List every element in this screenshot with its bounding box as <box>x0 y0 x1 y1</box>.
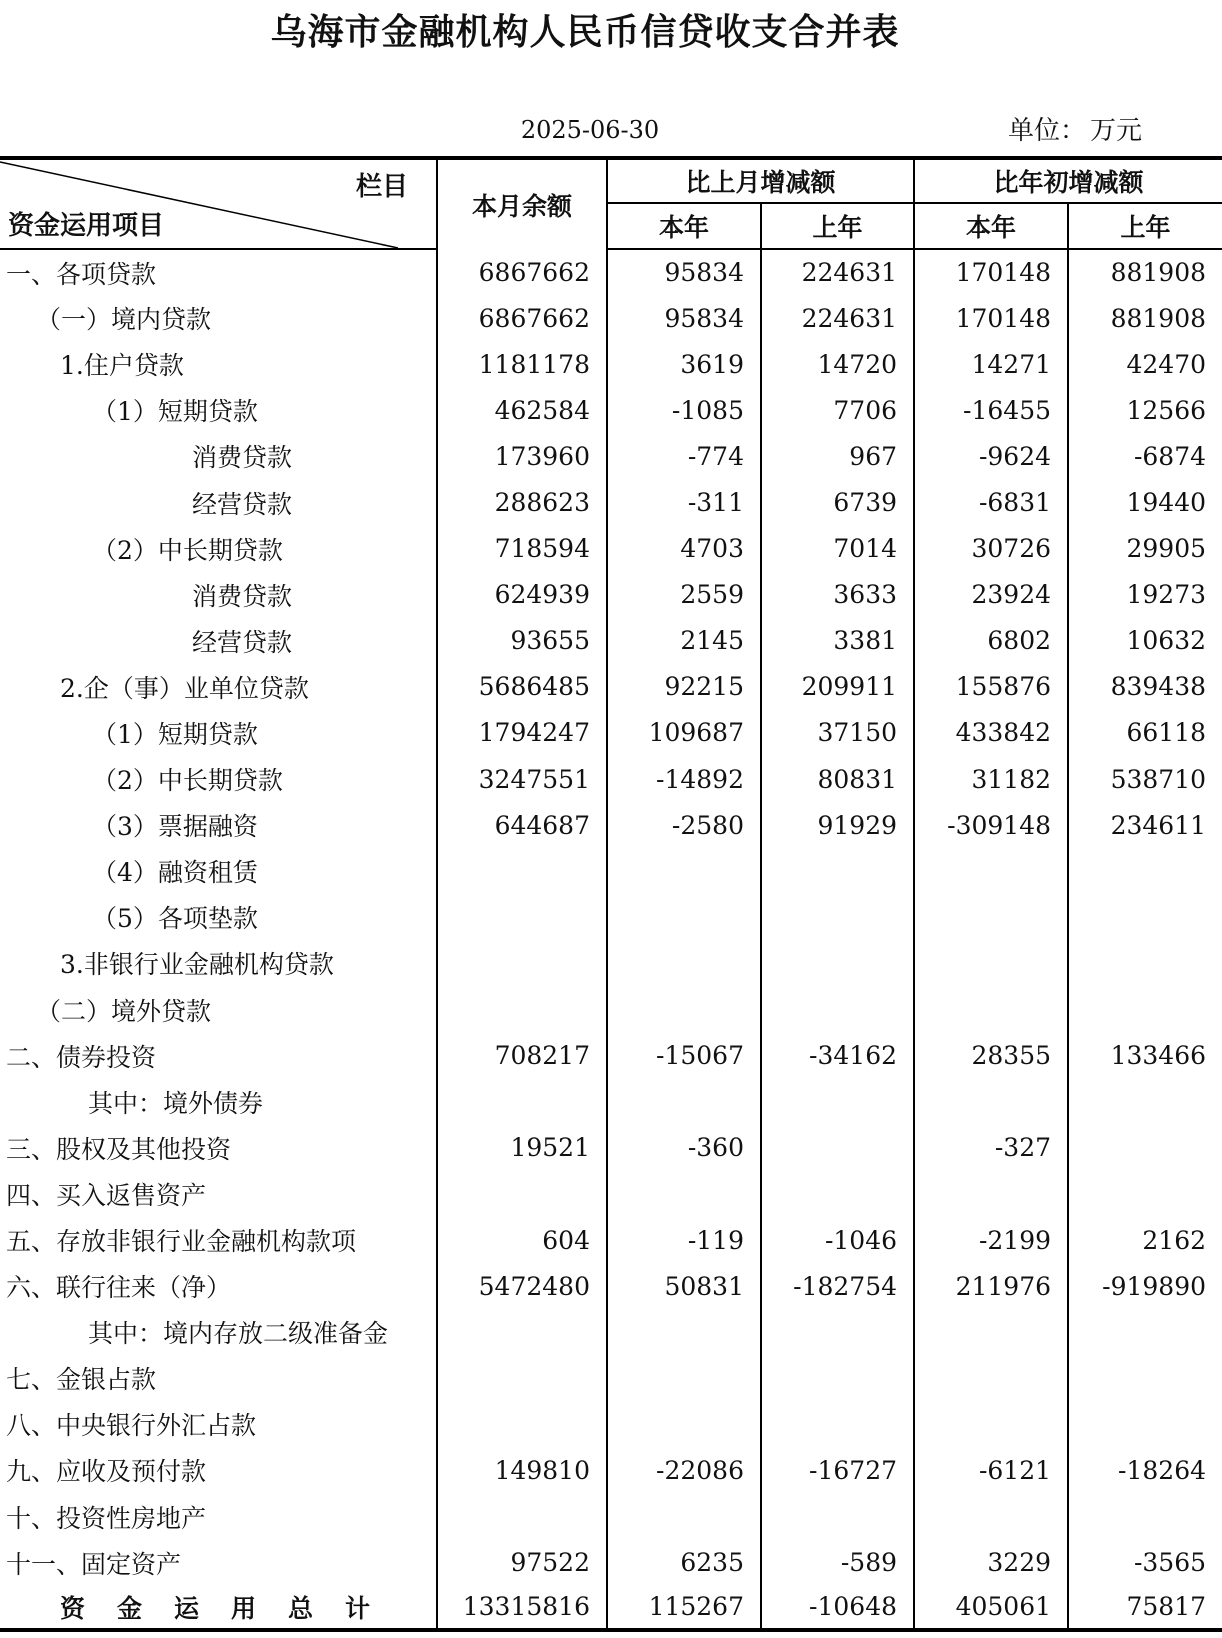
cell-m-last: -589 <box>761 1540 914 1586</box>
cell-y-last <box>1068 1494 1222 1540</box>
cell-y-last: 19273 <box>1068 572 1222 618</box>
cell-balance <box>437 987 607 1033</box>
cell-m-last: 3633 <box>761 572 914 618</box>
unit-label: 单位： <box>1008 116 1087 146</box>
cell-y-this: 170148 <box>914 295 1068 341</box>
table-row <box>0 894 1222 940</box>
cell-m-this: -119 <box>607 1217 761 1263</box>
header-vs-year-start: 比年初增减额 <box>914 158 1222 203</box>
row-label: 六、联行往来（净） <box>6 1273 232 1303</box>
cell-y-last: 29905 <box>1068 526 1222 572</box>
table-row <box>0 987 1222 1033</box>
table-row <box>0 341 1222 387</box>
table-row <box>0 1401 1222 1447</box>
cell-y-last <box>1068 894 1222 940</box>
table-row <box>0 1355 1222 1401</box>
cell-y-this: 31182 <box>914 756 1068 802</box>
cell-y-this <box>914 848 1068 894</box>
cell-y-this: -16455 <box>914 387 1068 433</box>
header-month-last-year: 上年 <box>761 203 914 249</box>
cell-balance: 6867662 <box>437 295 607 341</box>
row-label: 九、应收及预付款 <box>6 1457 207 1487</box>
cell-y-this <box>914 1355 1068 1401</box>
cell-balance: 604 <box>437 1217 607 1263</box>
cell-m-last <box>761 940 914 986</box>
cell-y-last: 2162 <box>1068 1217 1222 1263</box>
cell-balance: 5686485 <box>437 664 607 710</box>
cell-balance <box>437 894 607 940</box>
table-row <box>0 664 1222 710</box>
cell-m-last <box>761 987 914 1033</box>
cell-m-this: -2580 <box>607 802 761 848</box>
table-row <box>0 387 1222 433</box>
cell-y-last: 75817 <box>1068 1586 1222 1630</box>
cell-y-last: 12566 <box>1068 387 1222 433</box>
table-row <box>0 848 1222 894</box>
total-row <box>0 1586 1222 1630</box>
row-label: 经营贷款 <box>192 627 293 657</box>
cell-y-this <box>914 1079 1068 1125</box>
cell-y-last: 881908 <box>1068 249 1222 295</box>
row-label: 十、投资性房地产 <box>6 1503 207 1533</box>
cell-m-this <box>607 894 761 940</box>
row-label: 消费贷款 <box>192 443 293 473</box>
cell-y-this <box>914 1309 1068 1355</box>
cell-m-last: 967 <box>761 433 914 479</box>
row-label: 其中：境外债券 <box>88 1088 264 1118</box>
cell-m-last: 224631 <box>761 295 914 341</box>
cell-balance <box>437 1309 607 1355</box>
row-label: 八、中央银行外汇占款 <box>6 1411 257 1441</box>
table-row <box>0 1263 1222 1309</box>
cell-y-last <box>1068 940 1222 986</box>
table-row <box>0 479 1222 525</box>
cell-m-this <box>607 1494 761 1540</box>
header-row-label: 资金运用项目 <box>8 211 165 241</box>
cell-m-last: 80831 <box>761 756 914 802</box>
cell-m-this: 109687 <box>607 710 761 756</box>
cell-y-last <box>1068 848 1222 894</box>
cell-m-this: 95834 <box>607 249 761 295</box>
cell-balance <box>437 1401 607 1447</box>
cell-m-this: -15067 <box>607 1033 761 1079</box>
cell-y-this: 30726 <box>914 526 1068 572</box>
table-row <box>0 1494 1222 1540</box>
row-label: 二、债券投资 <box>6 1042 157 1072</box>
cell-m-last: 7706 <box>761 387 914 433</box>
table-row <box>0 526 1222 572</box>
report-date: 2025-06-30 <box>520 116 660 144</box>
table-row <box>0 1447 1222 1493</box>
cell-y-last <box>1068 987 1222 1033</box>
cell-y-this: 170148 <box>914 249 1068 295</box>
cell-balance: 6867662 <box>437 249 607 295</box>
cell-y-last: 133466 <box>1068 1033 1222 1079</box>
cell-y-last: 234611 <box>1068 802 1222 848</box>
header-balance: 本月余额 <box>437 158 607 249</box>
cell-y-last: -6874 <box>1068 433 1222 479</box>
cell-m-last <box>761 1401 914 1447</box>
cell-y-this: 14271 <box>914 341 1068 387</box>
row-label: （1）短期贷款 <box>92 397 258 427</box>
cell-m-last <box>761 1079 914 1125</box>
cell-y-last <box>1068 1079 1222 1125</box>
table-row <box>0 710 1222 756</box>
table-body <box>0 249 1222 1630</box>
cell-y-this: -6121 <box>914 1447 1068 1493</box>
cell-m-last <box>761 1355 914 1401</box>
cell-balance: 19521 <box>437 1125 607 1171</box>
cell-m-last <box>761 1309 914 1355</box>
cell-m-this: 2145 <box>607 618 761 664</box>
total-label-text: 资金运用总计 <box>60 1593 403 1623</box>
cell-y-last: 538710 <box>1068 756 1222 802</box>
table-row <box>0 940 1222 986</box>
cell-y-this <box>914 1171 1068 1217</box>
cell-y-this: -9624 <box>914 433 1068 479</box>
cell-m-this: 50831 <box>607 1263 761 1309</box>
cell-m-last: 6739 <box>761 479 914 525</box>
cell-m-this: 6235 <box>607 1540 761 1586</box>
row-label: （3）票据融资 <box>92 812 258 842</box>
cell-m-this: 2559 <box>607 572 761 618</box>
cell-m-this: 115267 <box>607 1586 761 1630</box>
cell-m-this: 3619 <box>607 341 761 387</box>
cell-m-this: -360 <box>607 1125 761 1171</box>
cell-y-this <box>914 940 1068 986</box>
cell-y-this: 155876 <box>914 664 1068 710</box>
cell-m-last: 3381 <box>761 618 914 664</box>
header-ytd-this-year: 本年 <box>914 203 1068 249</box>
table-row <box>0 572 1222 618</box>
cell-m-this <box>607 848 761 894</box>
cell-balance <box>437 1355 607 1401</box>
table-row <box>0 618 1222 664</box>
cell-m-this <box>607 940 761 986</box>
cell-m-this <box>607 1355 761 1401</box>
cell-m-last: -16727 <box>761 1447 914 1493</box>
cell-balance: 1181178 <box>437 341 607 387</box>
table-row <box>0 1309 1222 1355</box>
cell-balance <box>437 940 607 986</box>
cell-y-this: 405061 <box>914 1586 1068 1630</box>
cell-balance: 288623 <box>437 479 607 525</box>
cell-balance: 93655 <box>437 618 607 664</box>
header-ytd-last-year: 上年 <box>1068 203 1222 249</box>
table-row <box>0 433 1222 479</box>
cell-y-last <box>1068 1125 1222 1171</box>
unit-value: 万元 <box>1090 116 1143 146</box>
cell-m-this: -14892 <box>607 756 761 802</box>
header-corner <box>0 158 437 249</box>
row-label: 2.企（事）业单位贷款 <box>60 673 309 703</box>
cell-balance: 624939 <box>437 572 607 618</box>
cell-balance: 149810 <box>437 1447 607 1493</box>
cell-m-this <box>607 1079 761 1125</box>
cell-balance: 3247551 <box>437 756 607 802</box>
cell-m-this <box>607 1171 761 1217</box>
cell-m-last <box>761 1171 914 1217</box>
cell-m-this: -311 <box>607 479 761 525</box>
cell-y-this: 23924 <box>914 572 1068 618</box>
cell-m-last: -34162 <box>761 1033 914 1079</box>
cell-balance <box>437 1494 607 1540</box>
header-vs-last-month: 比上月增减额 <box>607 158 914 203</box>
row-label: 十一、固定资产 <box>6 1549 182 1579</box>
row-label: （5）各项垫款 <box>92 904 258 934</box>
row-label: 其中：境内存放二级准备金 <box>88 1319 389 1349</box>
cell-balance: 462584 <box>437 387 607 433</box>
cell-balance <box>437 1171 607 1217</box>
cell-y-this: 211976 <box>914 1263 1068 1309</box>
header-column-label: 栏目 <box>355 172 408 202</box>
cell-y-last: 19440 <box>1068 479 1222 525</box>
cell-balance: 97522 <box>437 1540 607 1586</box>
cell-y-this <box>914 987 1068 1033</box>
cell-m-last <box>761 848 914 894</box>
cell-y-this <box>914 894 1068 940</box>
cell-m-this: 95834 <box>607 295 761 341</box>
cell-y-last: 42470 <box>1068 341 1222 387</box>
cell-y-this: -6831 <box>914 479 1068 525</box>
cell-m-this <box>607 1309 761 1355</box>
row-label: （2）中长期贷款 <box>92 766 283 796</box>
row-label: 3.非银行业金融机构贷款 <box>60 950 334 980</box>
cell-y-this <box>914 1401 1068 1447</box>
row-label: 消费贷款 <box>192 581 293 611</box>
cell-y-last: 839438 <box>1068 664 1222 710</box>
cell-y-this: -309148 <box>914 802 1068 848</box>
row-label: 三、股权及其他投资 <box>6 1134 232 1164</box>
cell-m-last: 7014 <box>761 526 914 572</box>
cell-m-last: -1046 <box>761 1217 914 1263</box>
cell-y-last: 66118 <box>1068 710 1222 756</box>
cell-y-this: 6802 <box>914 618 1068 664</box>
cell-m-last: 224631 <box>761 249 914 295</box>
row-label: 四、买入返售资产 <box>6 1180 207 1210</box>
table-row <box>0 295 1222 341</box>
cell-m-last <box>761 1125 914 1171</box>
cell-m-last <box>761 894 914 940</box>
cell-y-last <box>1068 1171 1222 1217</box>
cell-y-last: 881908 <box>1068 295 1222 341</box>
credit-table <box>0 156 1222 1632</box>
row-label: 1.住户贷款 <box>60 351 184 381</box>
cell-m-last: 14720 <box>761 341 914 387</box>
row-label <box>0 1586 437 1630</box>
table-row <box>0 1171 1222 1217</box>
cell-y-last: -3565 <box>1068 1540 1222 1586</box>
cell-m-last: 209911 <box>761 664 914 710</box>
unit-note <box>1008 110 1142 147</box>
header-month-this-year: 本年 <box>607 203 761 249</box>
table-row <box>0 1125 1222 1171</box>
cell-y-last <box>1068 1355 1222 1401</box>
table-row <box>0 1033 1222 1079</box>
table-row <box>0 802 1222 848</box>
row-label: （2）中长期贷款 <box>92 535 283 565</box>
cell-m-this <box>607 1401 761 1447</box>
cell-m-last: 37150 <box>761 710 914 756</box>
cell-m-this: 4703 <box>607 526 761 572</box>
cell-y-this: -327 <box>914 1125 1068 1171</box>
table-row <box>0 1079 1222 1125</box>
cell-m-last: 91929 <box>761 802 914 848</box>
cell-balance: 1794247 <box>437 710 607 756</box>
cell-balance: 5472480 <box>437 1263 607 1309</box>
cell-y-this: 28355 <box>914 1033 1068 1079</box>
cell-m-this: -1085 <box>607 387 761 433</box>
cell-m-this: -774 <box>607 433 761 479</box>
table-row <box>0 756 1222 802</box>
cell-balance: 708217 <box>437 1033 607 1079</box>
cell-y-this: 433842 <box>914 710 1068 756</box>
row-label: （二）境外贷款 <box>36 996 212 1026</box>
cell-y-last <box>1068 1309 1222 1355</box>
cell-y-last <box>1068 1401 1222 1447</box>
table-row <box>0 1540 1222 1586</box>
cell-m-last <box>761 1494 914 1540</box>
cell-m-this <box>607 987 761 1033</box>
cell-balance: 718594 <box>437 526 607 572</box>
row-label: （4）融资租赁 <box>92 858 258 888</box>
cell-m-last: -10648 <box>761 1586 914 1630</box>
cell-m-this: -22086 <box>607 1447 761 1493</box>
cell-y-last: 10632 <box>1068 618 1222 664</box>
cell-balance <box>437 848 607 894</box>
cell-balance <box>437 1079 607 1125</box>
row-label: 七、金银占款 <box>6 1365 157 1395</box>
row-label: （一）境内贷款 <box>36 305 212 335</box>
row-label: （1）短期贷款 <box>92 719 258 749</box>
row-label: 经营贷款 <box>192 489 293 519</box>
cell-y-this <box>914 1494 1068 1540</box>
row-label: 一、各项贷款 <box>6 259 157 289</box>
header-row-top <box>0 158 1222 203</box>
cell-y-last: -919890 <box>1068 1263 1222 1309</box>
cell-m-this: 92215 <box>607 664 761 710</box>
table-row <box>0 249 1222 295</box>
cell-balance: 13315816 <box>437 1586 607 1630</box>
table-row <box>0 1217 1222 1263</box>
cell-y-this: 3229 <box>914 1540 1068 1586</box>
cell-y-this: -2199 <box>914 1217 1068 1263</box>
page-title: 乌海市金融机构人民币信贷收支合并表 <box>270 11 900 53</box>
cell-balance: 644687 <box>437 802 607 848</box>
row-label: 五、存放非银行业金融机构款项 <box>6 1227 357 1257</box>
cell-balance: 173960 <box>437 433 607 479</box>
cell-m-last: -182754 <box>761 1263 914 1309</box>
cell-y-last: -18264 <box>1068 1447 1222 1493</box>
